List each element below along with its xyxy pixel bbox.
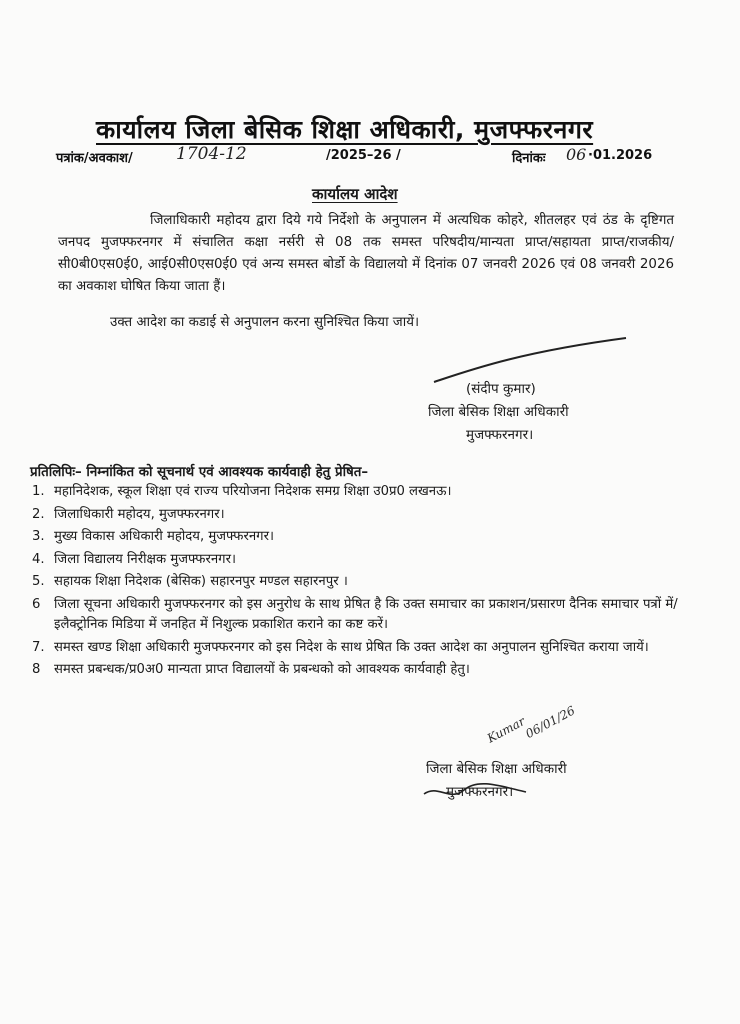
list-item: 2. जिलाधिकारी महोदय, मुजफ्फरनगर। (32, 506, 225, 522)
list-item: 6 जिला सूचना अधिकारी मुजफ्फरनगर को इस अनुरोध के साथ प्रेषित है कि उक्त समाचार का प्रकाशन/प्रसारण दैनिक समाचार पत्रों में/इलैक्ट्रोनिक मिडिया में जनहित में निशुल्क प्रकाशित कराने का कष्ट करें। (32, 596, 678, 632)
ref-number-handwritten: 1704-12 (176, 144, 247, 164)
date-rest: ·01.2026 (588, 148, 653, 163)
list-item: 3. मुख्य विकास अधिकारी महोदय, मुजफ्फरनगर। (32, 529, 274, 544)
initials-date: 06/01/26 (523, 703, 578, 742)
ref-number-label: पत्रांक/अवकाश/ (56, 151, 133, 166)
session-text: /2025–26 / (326, 148, 401, 163)
signatory-designation: जिला बेसिक शिक्षा अधिकारी (428, 404, 569, 420)
office-title: कार्यालय जिला बेसिक शिक्षा अधिकारी, मुजफ्फरनगर (96, 115, 594, 144)
signatory2-designation: जिला बेसिक शिक्षा अधिकारी (426, 761, 567, 777)
copy-to-heading: प्रतिलिपिः– निम्नांकित को सूचनार्थ एवं आवश्यक कार्यवाही हेतु प्रेषित– (30, 465, 369, 480)
copy-to-list (30, 482, 690, 683)
signatory2-place: मुजफ्फरनगर। (446, 784, 514, 800)
list-item: 1. महानिदेशक, स्कूल शिक्षा एवं राज्य परियोजना निदेशक समग्र शिक्षा उ0प्र0 लखनऊ। (32, 484, 452, 499)
list-item: 4. जिला विद्यालय निरीक्षक मुजफ्फरनगर। (32, 551, 236, 567)
date-label: दिनांकः (512, 151, 546, 166)
order-paragraph-2: उक्त आदेश का कडाई से अनुपालन करना सुनिश्चित किया जायें। (110, 315, 420, 330)
list-item: 5. सहायक शिक्षा निदेशक (बेसिक) सहारनपुर मण्डल सहारनपुर । (32, 574, 348, 589)
order-heading: कार्यालय आदेश (312, 185, 398, 203)
signatory-place: मुजफ्फरनगर। (466, 427, 534, 443)
list-item: 8 समस्त प्रबन्धक/प्र0अ0 मान्यता प्राप्त विद्यालयों के प्रबन्धको को आवश्यक कार्यवाही हेतु। (32, 662, 470, 677)
date-handwritten: 06 (566, 145, 587, 164)
list-item: 7. समस्त खण्ड शिक्षा अधिकारी मुजफ्फरनगर को इस निदेश के साथ प्रेषित कि उक्त आदेश का अनुपालन सुनिश्चित कराया जायें। (32, 639, 649, 655)
signature-mark-2 (420, 780, 530, 804)
order-paragraph-1: जिलाधिकारी महोदय द्वारा दिये गये निर्देशो के अनुपालन में अत्यधिक कोहरे, शीतलहर एवं ठंड के दृष्टिगत जनपद मुजफ्फरनगर में संचालित कक्षा नर्सरी से 08 तक समस्त परिषदीय/मान्यता प्राप्त/सहायता प्राप्त/राजकीय/सी0बी0एस0ई0, आई0सी0एस0ई0 एवं अन्य समस्त बोर्डो के विद्यालयो में दिनांक 07 जनवरी 2026 एवं 08 जनवरी 2026 का अवकाश घोषित किया जाता हैं। (58, 213, 674, 294)
initials-name: Kumar (484, 714, 528, 746)
signatory-name: (संदीप कुमार) (466, 381, 536, 397)
